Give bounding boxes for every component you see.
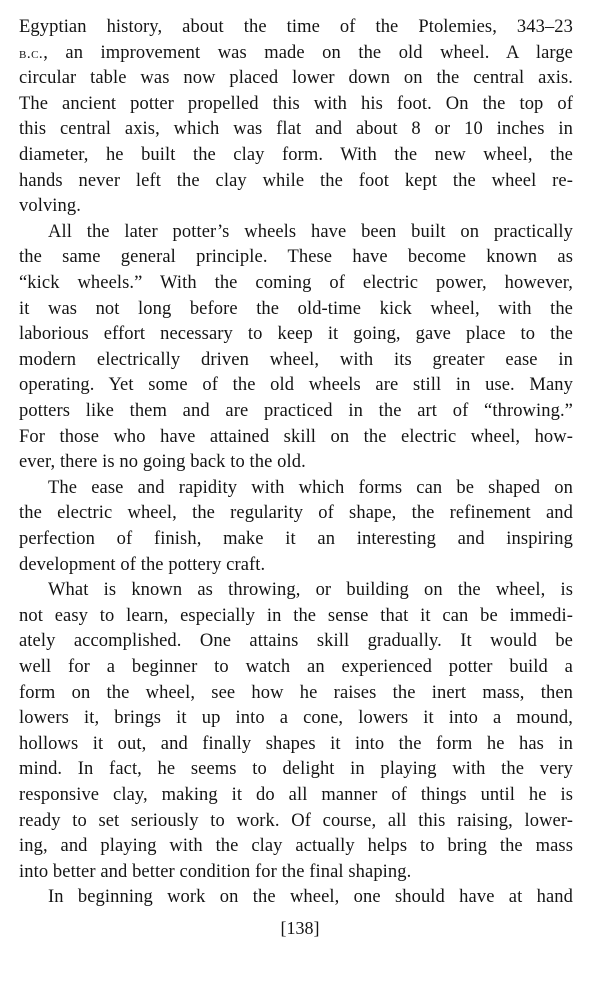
text-line: potters like them and are practiced in the art of “throwing.” <box>19 401 573 421</box>
text-line: this central axis, which was flat and about 8 or 10 inches in <box>19 119 573 140</box>
text-line: form on the wheel, see how he raises the inert mass, then <box>19 682 573 703</box>
text-line: development of the pottery craft. <box>19 554 266 575</box>
text-line-rest: , an improvement was made on the old wheel. A large <box>43 42 573 63</box>
text-line: well for a beginner to watch an experienced potter build a <box>19 657 573 677</box>
text-line: hollows it out, and finally shapes it into the form he has in <box>19 733 573 754</box>
text-line <box>19 40 573 66</box>
text-line: lowers it, brings it up into a cone, lowers it into a mound, <box>19 708 573 729</box>
page-number: [138] <box>280 918 320 938</box>
paragraph-first-line: In beginning work on the wheel, one should have at hand <box>48 887 573 908</box>
paragraph-first-line: All the later potter’s wheels have been built on practically <box>48 221 573 242</box>
text-line: laborious effort necessary to keep it going, gave place to the <box>19 324 573 345</box>
text-line: Egyptian history, about the time of the Ptolemies, 343–23 <box>19 17 573 37</box>
text-line: perfection of finish, make it an interesting and inspiring <box>19 529 573 549</box>
text-line: hands never left the clay while the foot kept the wheel re- <box>19 170 573 191</box>
text-line: mind. In fact, he seems to delight in playing with the very <box>19 759 573 780</box>
text-line: responsive clay, making it do all manner of things until he is <box>19 785 573 805</box>
text-line: into better and better condition for the final shaping. <box>19 861 412 882</box>
era-abbreviation: b.c. <box>19 45 44 62</box>
text-line: not easy to learn, especially in the sense that it can be immedi- <box>19 605 573 626</box>
text-line: For those who have attained skill on the electric wheel, how- <box>19 426 573 447</box>
text-line: volving. <box>19 196 81 217</box>
text-line: ready to set seriously to work. Of course, all this raising, lower- <box>19 810 573 831</box>
text-line: it was not long before the old-time kick wheel, with the <box>19 298 573 319</box>
text-line: operating. Yet some of the old wheels are still in use. Many <box>19 375 573 396</box>
text-line: the electric wheel, the regularity of shape, the refinement and <box>19 503 573 524</box>
text-line: circular table was now placed lower down on the central axis. <box>19 68 573 89</box>
text-line: The ancient potter propelled this with his foot. On the top of <box>19 93 573 114</box>
text-line: the same general principle. These have become known as <box>19 247 573 268</box>
text-line: ately accomplished. One attains skill gradually. It would be <box>19 631 573 652</box>
text-line: ing, and playing with the clay actually helps to bring the mass <box>19 836 573 857</box>
text-line: ever, there is no going back to the old. <box>19 452 306 473</box>
text-line: diameter, he built the clay form. With the new wheel, the <box>19 145 573 165</box>
text-line: modern electrically driven wheel, with its greater ease in <box>19 349 573 370</box>
paragraph-first-line: The ease and rapidity with which forms can be shaped on <box>48 477 573 498</box>
text-line: “kick wheels.” With the coming of electric power, however, <box>19 273 573 293</box>
paragraph-first-line: What is known as throwing, or building on the wheel, is <box>48 580 573 601</box>
